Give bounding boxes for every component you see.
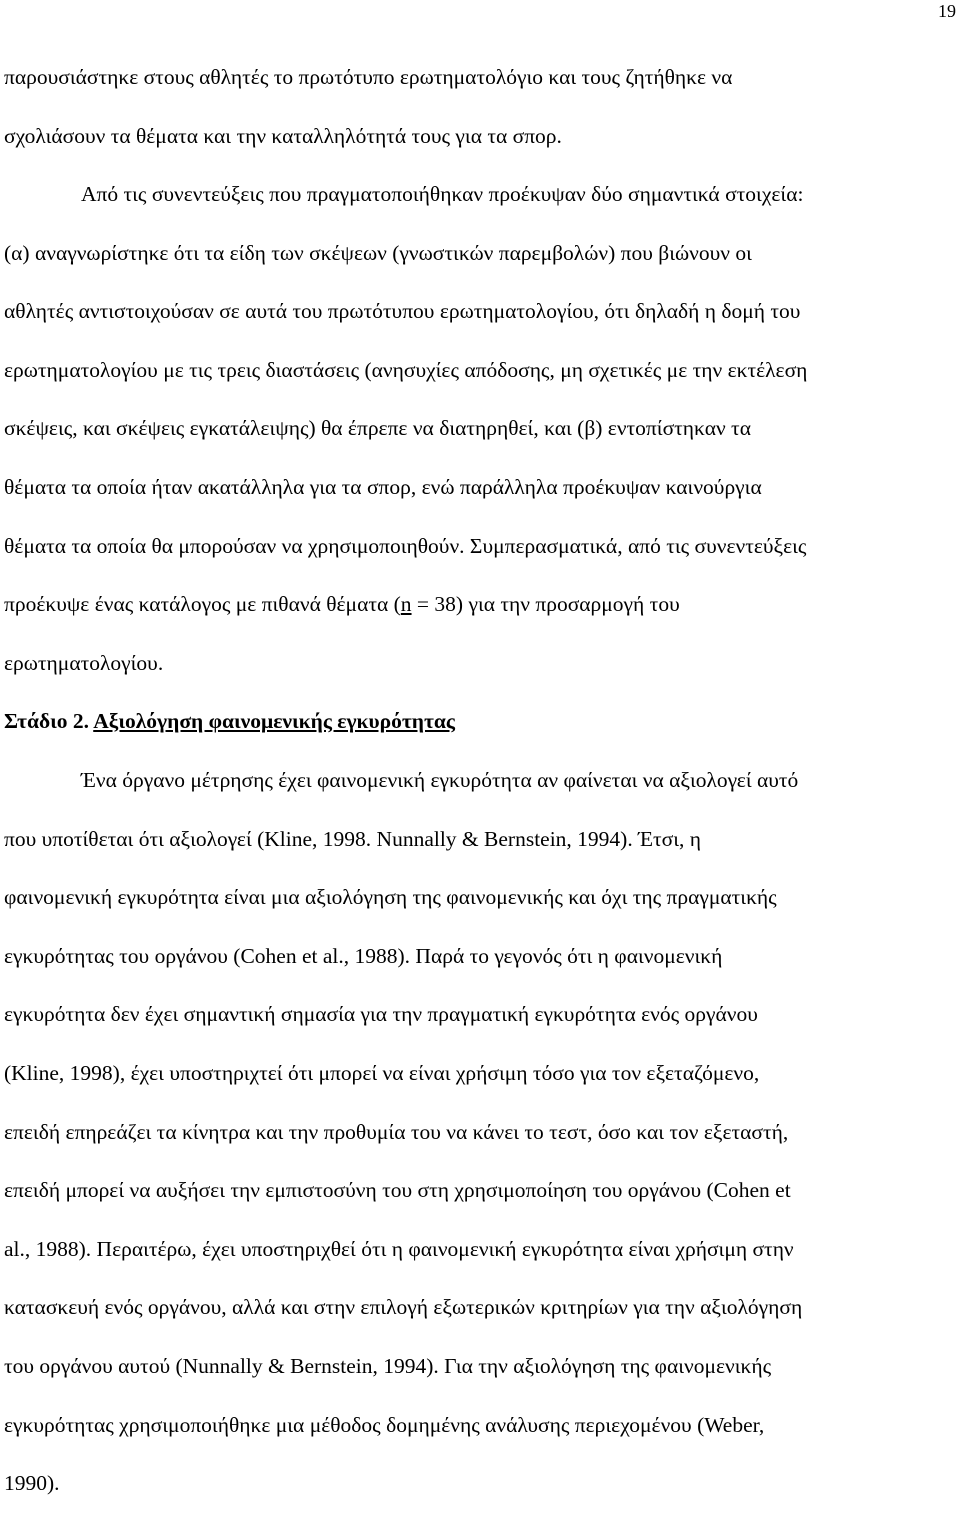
paragraph-2-line-7: θέματα τα οποία θα μπορούσαν να χρησιμοποιηθούν. Συμπερασματικά, από τις συνεντεύξεις [4,534,807,558]
line-8-text-before: προέκυψε ένας κατάλογος με πιθανά θέματα ( [4,592,401,616]
paragraph-2-line-4: ερωτηματολογίου με τις τρεις διαστάσεις (ανησυχίες απόδοσης, μη σχετικές με την εκτέλεση [4,358,808,382]
page-number: 19 [938,1,956,21]
section-title: Αξιολόγηση φαινομενικής εγκυρότητας [93,709,455,733]
paragraph-1-line-1: παρουσιάστηκε στους αθλητές το πρωτότυπο ερωτηματολόγιο και τους ζητήθηκε να [4,65,733,89]
paragraph-3-line-10: κατασκευή ενός οργάνου, αλλά και στην επιλογή εξωτερικών κριτηρίων για την αξιολόγηση [4,1295,803,1319]
paragraph-2-line-6: θέματα τα οποία ήταν ακατάλληλα για τα σπορ, ενώ παράλληλα προέκυψαν καινούργια [4,475,762,499]
paragraph-2-line-8 [4,592,680,616]
paragraph-3-line-2: που υποτίθεται ότι αξιολογεί (Kline, 1998. Nunnally & Bernstein, 1994). Έτσι, η [4,827,702,851]
paragraph-3-line-4: εγκυρότητας του οργάνου (Cohen et al., 1988). Παρά το γεγονός ότι η φαινομενική [4,944,723,968]
paragraph-3-line-11: του οργάνου αυτού (Nunnally & Bernstein, 1994). Για την αξιολόγηση της φαινομενικής [4,1354,772,1378]
paragraph-2-line-2: (α) αναγνωρίστηκε ότι τα είδη των σκέψεων (γνωστικών παρεμβολών) που βιώνουν οι [4,241,752,265]
line-8-text-after: = 38) για την προσαρμογή του [411,592,680,616]
paragraph-3-line-13: 1990). [4,1471,60,1495]
paragraph-3-line-7: επειδή επηρεάζει τα κίνητρα και την προθυμία του να κάνει το τεστ, όσο και τον εξεταστή, [4,1120,789,1144]
paragraph-2-line-5: σκέψεις, και σκέψεις εγκατάλειψης) θα έπρεπε να διατηρηθεί, και (β) εντοπίστηκαν τα [4,416,751,440]
paragraph-2-line-3: αθλητές αντιστοιχούσαν σε αυτά του πρωτότυπου ερωτηματολογίου, ότι δηλαδή η δομή του [4,299,801,323]
section-stage-label: Στάδιο 2. [4,709,90,733]
paragraph-1-line-2: σχολιάσουν τα θέματα και την καταλληλότητά τους για τα σπορ. [4,124,562,148]
section-heading [4,709,455,733]
paragraph-3-line-6: (Kline, 1998), έχει υποστηριχτεί ότι μπορεί να είναι χρήσιμη τόσο για τον εξεταζόμενο, [4,1061,760,1085]
paragraph-3-line-5: εγκυρότητα δεν έχει σημαντική σημασία για την πραγματική εγκυρότητα ενός οργάνου [4,1002,758,1026]
paragraph-3-line-9: al., 1988). Περαιτέρω, έχει υποστηριχθεί ότι η φαινομενική εγκυρότητα είναι χρήσιμη στην [4,1237,794,1261]
sample-size-symbol: n [400,592,412,616]
paragraph-3-line-12: εγκυρότητας χρησιμοποιήθηκε μια μέθοδος δομημένης ανάλυσης περιεχομένου (Weber, [4,1413,765,1437]
paragraph-2-line-1: Από τις συνεντεύξεις που πραγματοποιήθηκαν προέκυψαν δύο σημαντικά στοιχεία: [81,182,804,206]
paragraph-2-line-9: ερωτηματολογίου. [4,651,164,675]
paragraph-3-line-8: επειδή μπορεί να αυξήσει την εμπιστοσύνη του στη χρησιμοποίηση του οργάνου (Cohen et [4,1178,791,1202]
paragraph-3-line-3: φαινομενική εγκυρότητα είναι μια αξιολόγηση της φαινομενικής και όχι της πραγματικής [4,885,777,909]
paragraph-3-line-1: Ένα όργανο μέτρησης έχει φαινομενική εγκυρότητα αν φαίνεται να αξιολογεί αυτό [81,768,799,792]
